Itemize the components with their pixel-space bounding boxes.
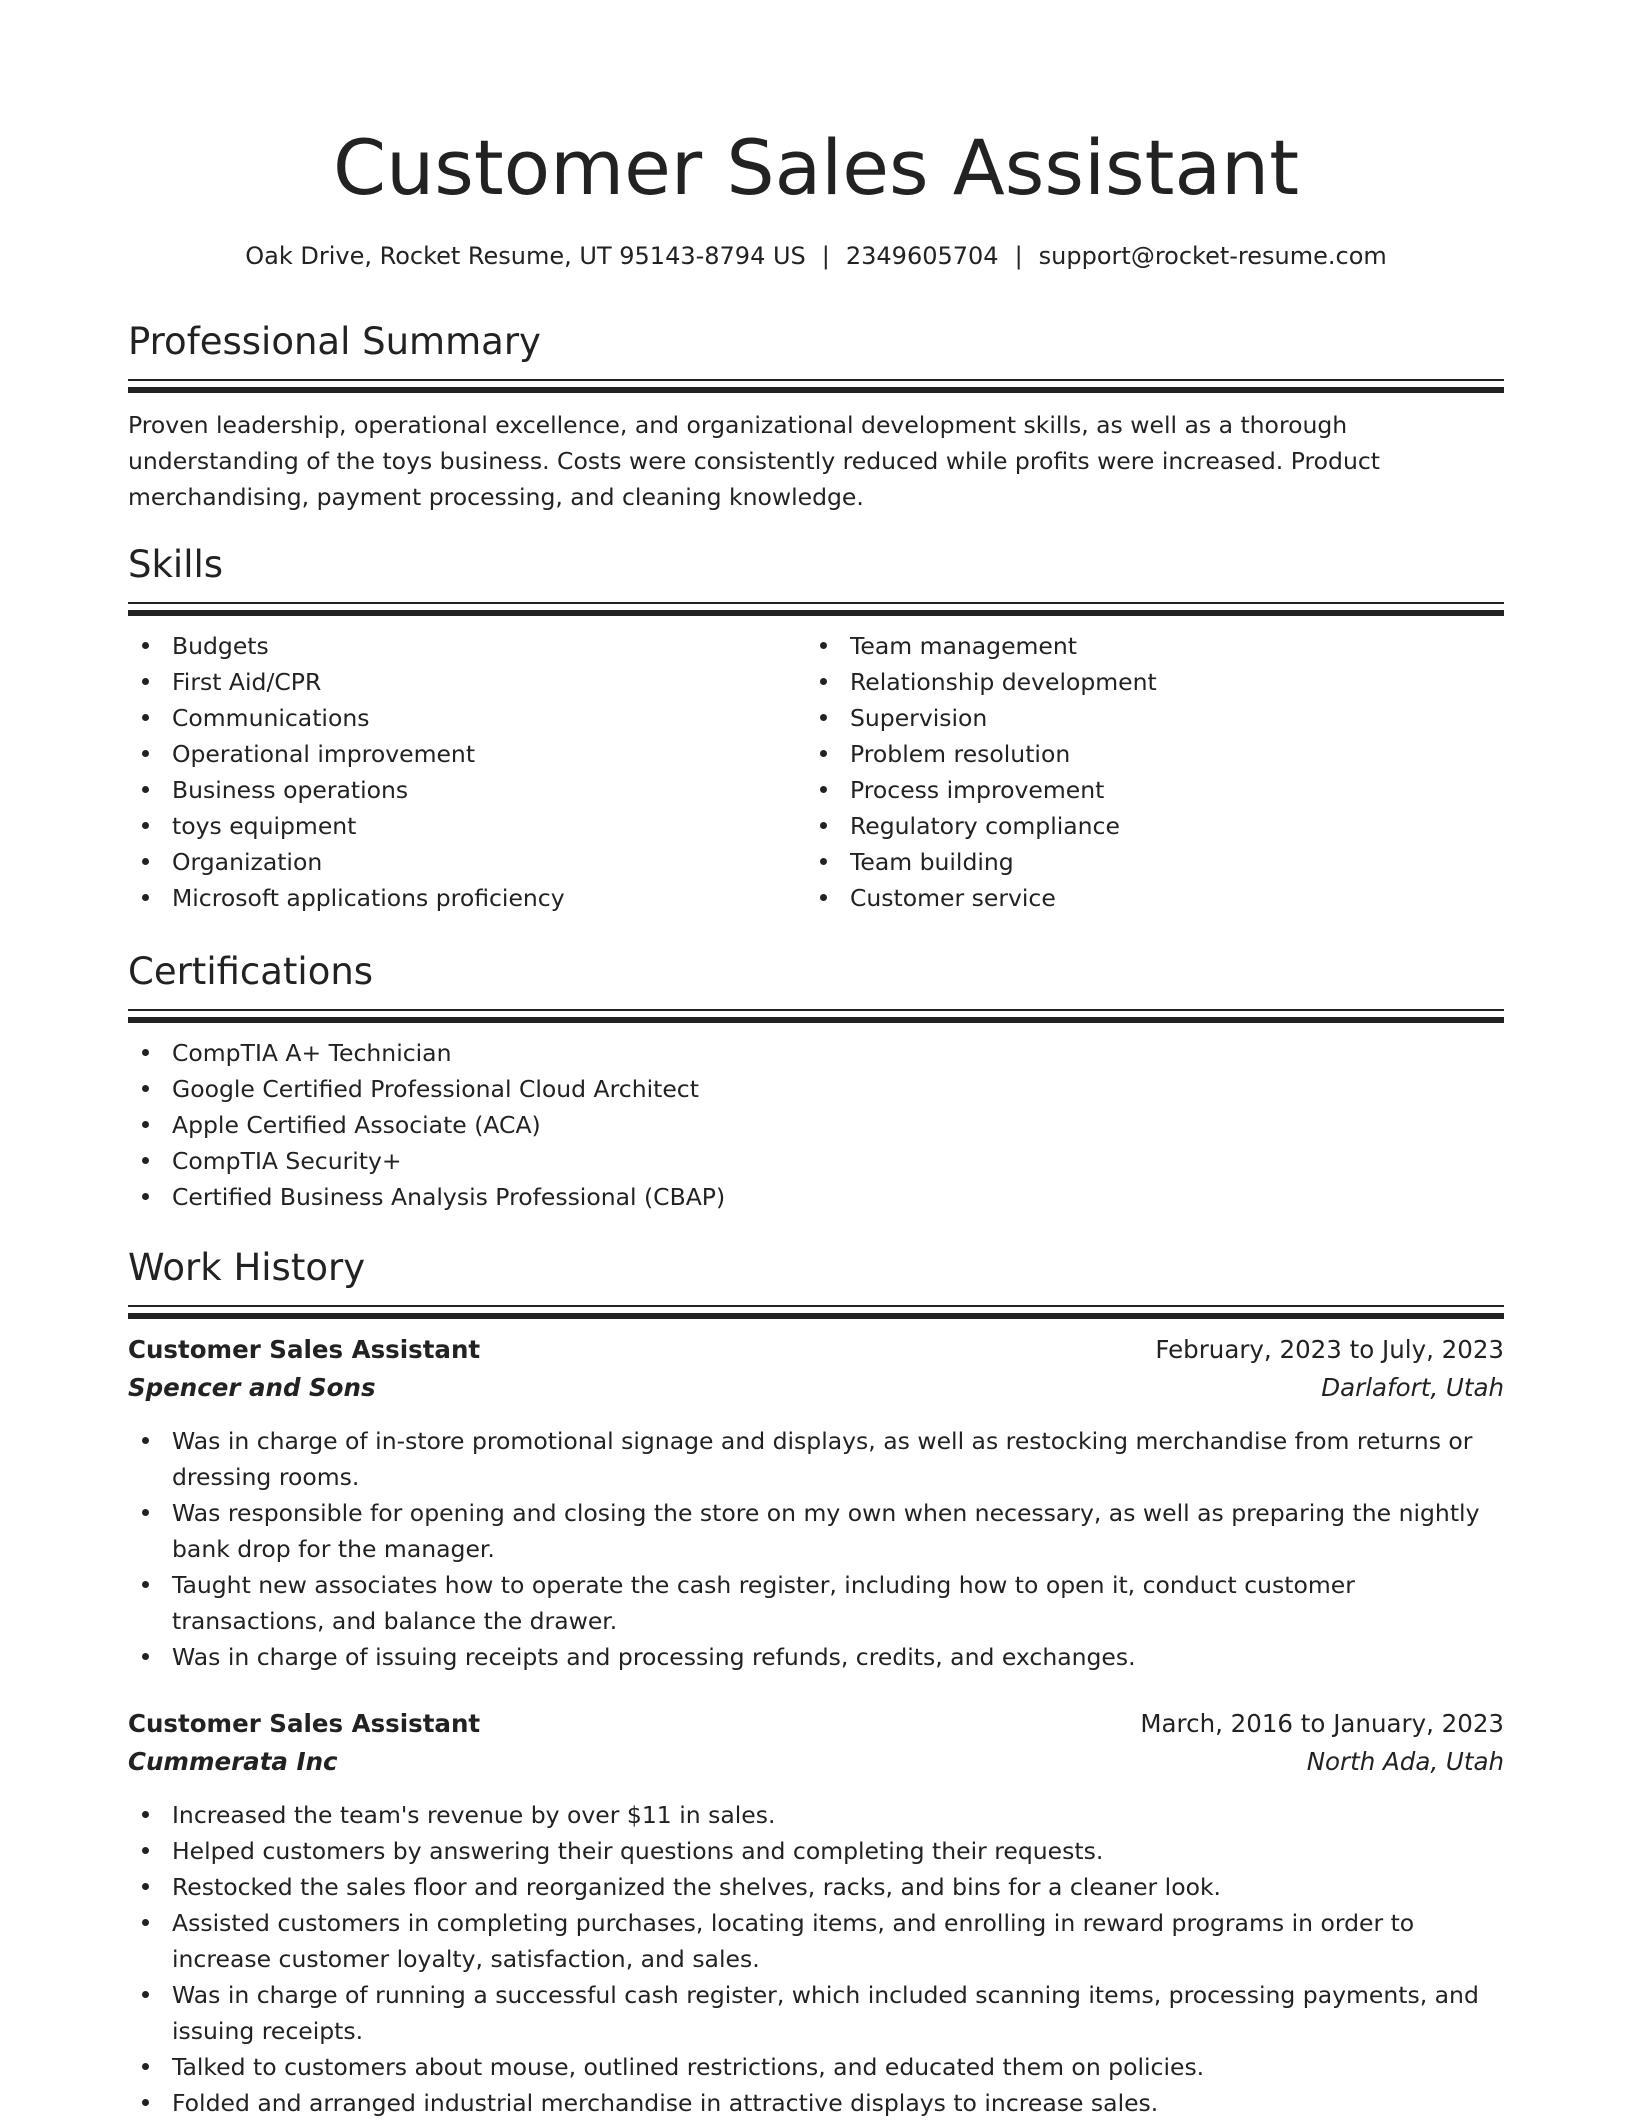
job-title: Customer Sales Assistant bbox=[128, 1335, 481, 1364]
skill-item: Microsoft applications proficiency bbox=[128, 880, 806, 916]
skill-item: Customer service bbox=[806, 880, 1484, 916]
skill-item: Problem resolution bbox=[806, 736, 1484, 772]
section-divider bbox=[128, 1305, 1504, 1319]
certifications-list bbox=[128, 1035, 1504, 1215]
skill-item: toys equipment bbox=[128, 808, 806, 844]
summary-text: Proven leadership, operational excellence, and organizational development skills, as well as a thorough understanding of the toys business. Costs were consistently reduced while profits were increased. Product merchandising, payment processing, and cleaning knowledge. bbox=[128, 411, 1380, 511]
work-history-heading: Work History bbox=[128, 1246, 366, 1289]
skills-list-right bbox=[806, 628, 1484, 916]
section-divider bbox=[128, 1009, 1504, 1023]
skill-item: Regulatory compliance bbox=[806, 808, 1484, 844]
job-bullet: Increased the team's revenue by over $11 in sales. bbox=[128, 1797, 1504, 1833]
job-title: Customer Sales Assistant bbox=[128, 1709, 481, 1738]
job-dates: February, 2023 to July, 2023 bbox=[1155, 1335, 1504, 1364]
job-header bbox=[128, 1331, 1504, 1369]
skill-item: Organization bbox=[128, 844, 806, 880]
job-company: Cummerata Inc bbox=[128, 1747, 338, 1776]
contact-email: support@rocket-resume.com bbox=[1038, 242, 1387, 270]
skills-section bbox=[128, 540, 1504, 916]
summary-heading: Professional Summary bbox=[128, 320, 541, 363]
job-bullet: Restocked the sales floor and reorganized the shelves, racks, and bins for a cleaner look. bbox=[128, 1869, 1504, 1905]
certification-item: CompTIA A+ Technician bbox=[128, 1035, 1504, 1071]
certification-item: Google Certified Professional Cloud Architect bbox=[128, 1071, 1504, 1107]
skills-list-left bbox=[128, 628, 806, 916]
job-dates: March, 2016 to January, 2023 bbox=[1140, 1709, 1504, 1738]
job-entry bbox=[128, 1331, 1504, 1675]
job-bullet: Was in charge of in-store promotional signage and displays, as well as restocking merchandise from returns or dressing rooms. bbox=[128, 1423, 1504, 1495]
contact-line bbox=[128, 236, 1504, 276]
certification-item: CompTIA Security+ bbox=[128, 1143, 1504, 1179]
job-header bbox=[128, 1705, 1504, 1743]
job-bullet: Talked to customers about mouse, outlined restrictions, and educated them on policies. bbox=[128, 2049, 1504, 2085]
skill-item: Team management bbox=[806, 628, 1484, 664]
job-bullet: Was in charge of running a successful cash register, which included scanning items, processing payments, and issuing receipts. bbox=[128, 1977, 1504, 2049]
skill-item: Business operations bbox=[128, 772, 806, 808]
job-company: Spencer and Sons bbox=[128, 1373, 376, 1402]
work-history-section bbox=[128, 1243, 1504, 2121]
contact-separator: | bbox=[821, 242, 830, 270]
resume-title: Customer Sales Assistant bbox=[333, 123, 1299, 212]
skill-item: Budgets bbox=[128, 628, 806, 664]
job-location: North Ada, Utah bbox=[1306, 1747, 1504, 1776]
section-divider bbox=[128, 379, 1504, 393]
section-divider bbox=[128, 602, 1504, 616]
job-bullet-list bbox=[128, 1797, 1504, 2121]
skill-item: First Aid/CPR bbox=[128, 664, 806, 700]
job-bullet: Helped customers by answering their questions and completing their requests. bbox=[128, 1833, 1504, 1869]
certifications-heading: Certifications bbox=[128, 950, 374, 993]
contact-separator: | bbox=[1014, 242, 1023, 270]
job-bullet-list bbox=[128, 1423, 1504, 1675]
job-location: Darlafort, Utah bbox=[1321, 1373, 1504, 1402]
certification-item: Certified Business Analysis Professional (CBAP) bbox=[128, 1179, 1504, 1215]
skill-item: Operational improvement bbox=[128, 736, 806, 772]
job-bullet: Was in charge of issuing receipts and processing refunds, credits, and exchanges. bbox=[128, 1639, 1504, 1675]
job-bullet: Assisted customers in completing purchases, locating items, and enrolling in reward programs in order to increase customer loyalty, satisfaction, and sales. bbox=[128, 1905, 1504, 1977]
job-bullet: Folded and arranged industrial merchandise in attractive displays to increase sales. bbox=[128, 2085, 1504, 2121]
skill-item: Relationship development bbox=[806, 664, 1484, 700]
job-entry bbox=[128, 1705, 1504, 2121]
skills-heading: Skills bbox=[128, 543, 224, 586]
skills-columns bbox=[128, 628, 1504, 916]
summary-section bbox=[128, 317, 1504, 515]
certifications-section bbox=[128, 947, 1504, 1215]
job-subheader bbox=[128, 1369, 1504, 1407]
contact-phone: 2349605704 bbox=[845, 242, 999, 270]
skill-item: Process improvement bbox=[806, 772, 1484, 808]
skill-item: Team building bbox=[806, 844, 1484, 880]
contact-address: Oak Drive, Rocket Resume, UT 95143-8794 US bbox=[245, 242, 806, 270]
skill-item: Supervision bbox=[806, 700, 1484, 736]
job-bullet: Taught new associates how to operate the cash register, including how to open it, conduct customer transactions, and balance the drawer. bbox=[128, 1567, 1504, 1639]
skill-item: Communications bbox=[128, 700, 806, 736]
job-subheader bbox=[128, 1743, 1504, 1781]
job-bullet: Was responsible for opening and closing the store on my own when necessary, as well as preparing the nightly bank drop for the manager. bbox=[128, 1495, 1504, 1567]
certification-item: Apple Certified Associate (ACA) bbox=[128, 1107, 1504, 1143]
